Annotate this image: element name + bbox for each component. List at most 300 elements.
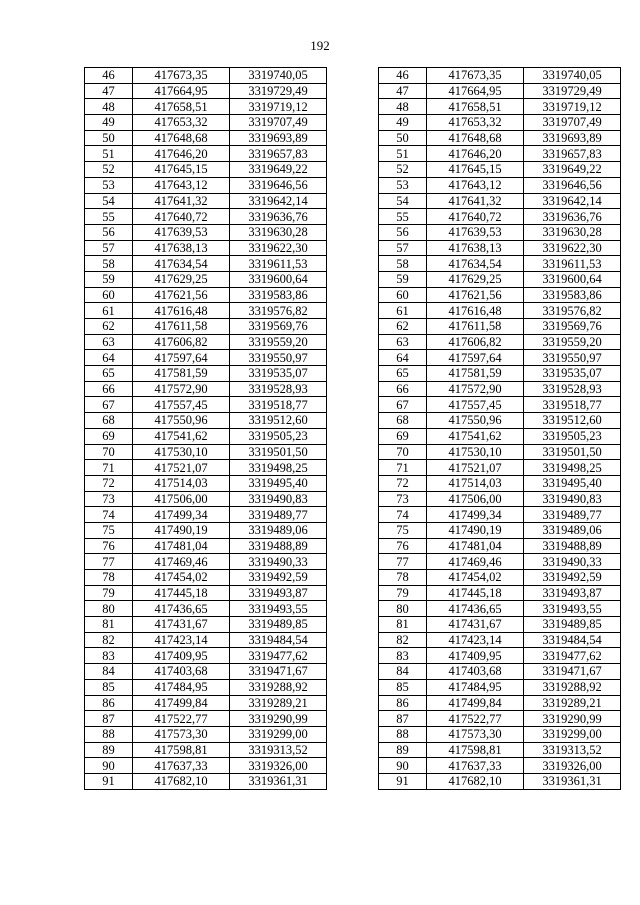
point-number-cell: 49	[85, 115, 133, 131]
x-coordinate-cell: 417598,81	[427, 742, 524, 758]
x-coordinate-cell: 417658,51	[133, 99, 230, 115]
y-coordinate-cell: 3319600,64	[230, 271, 327, 287]
point-number-cell: 83	[379, 648, 427, 664]
y-coordinate-cell: 3319600,64	[524, 271, 621, 287]
point-number-cell: 82	[379, 632, 427, 648]
table-row	[85, 334, 327, 350]
point-number-cell: 82	[85, 632, 133, 648]
x-coordinate-cell: 417611,58	[133, 319, 230, 335]
point-number-cell: 84	[379, 664, 427, 680]
table-row	[85, 146, 327, 162]
point-number-cell: 48	[85, 99, 133, 115]
table-row	[85, 522, 327, 538]
table-row	[85, 475, 327, 491]
y-coordinate-cell: 3319528,93	[524, 381, 621, 397]
point-number-cell: 88	[85, 726, 133, 742]
point-number-cell: 74	[379, 507, 427, 523]
table-row	[379, 256, 621, 272]
x-coordinate-cell: 417484,95	[133, 679, 230, 695]
coordinates-table-left-body	[85, 68, 327, 790]
point-number-cell: 59	[85, 271, 133, 287]
table-row	[379, 475, 621, 491]
x-coordinate-cell: 417521,07	[133, 460, 230, 476]
table-row	[379, 287, 621, 303]
table-row	[379, 648, 621, 664]
x-coordinate-cell: 417638,13	[133, 240, 230, 256]
x-coordinate-cell: 417506,00	[427, 491, 524, 507]
point-number-cell: 79	[85, 585, 133, 601]
x-coordinate-cell: 417641,32	[427, 193, 524, 209]
x-coordinate-cell: 417436,65	[133, 601, 230, 617]
x-coordinate-cell: 417616,48	[427, 303, 524, 319]
y-coordinate-cell: 3319313,52	[230, 742, 327, 758]
point-number-cell: 61	[379, 303, 427, 319]
x-coordinate-cell: 417445,18	[427, 585, 524, 601]
y-coordinate-cell: 3319495,40	[524, 475, 621, 491]
table-row	[85, 491, 327, 507]
y-coordinate-cell: 3319299,00	[230, 726, 327, 742]
point-number-cell: 79	[379, 585, 427, 601]
y-coordinate-cell: 3319290,99	[230, 711, 327, 727]
x-coordinate-cell: 417653,32	[427, 115, 524, 131]
point-number-cell: 87	[85, 711, 133, 727]
table-row	[379, 538, 621, 554]
table-row	[85, 758, 327, 774]
point-number-cell: 54	[379, 193, 427, 209]
x-coordinate-cell: 417643,12	[133, 177, 230, 193]
y-coordinate-cell: 3319512,60	[230, 413, 327, 429]
table-row	[85, 507, 327, 523]
y-coordinate-cell: 3319477,62	[524, 648, 621, 664]
table-row	[379, 193, 621, 209]
table-row	[379, 773, 621, 789]
table-row	[379, 83, 621, 99]
table-row	[85, 648, 327, 664]
point-number-cell: 86	[379, 695, 427, 711]
y-coordinate-cell: 3319490,33	[230, 554, 327, 570]
x-coordinate-cell: 417454,02	[427, 570, 524, 586]
point-number-cell: 63	[85, 334, 133, 350]
x-coordinate-cell: 417522,77	[133, 711, 230, 727]
x-coordinate-cell: 417481,04	[427, 538, 524, 554]
y-coordinate-cell: 3319611,53	[230, 256, 327, 272]
table-row	[85, 83, 327, 99]
y-coordinate-cell: 3319489,77	[524, 507, 621, 523]
point-number-cell: 73	[379, 491, 427, 507]
table-row	[379, 130, 621, 146]
x-coordinate-cell: 417490,19	[133, 522, 230, 538]
y-coordinate-cell: 3319528,93	[230, 381, 327, 397]
table-row	[379, 68, 621, 84]
y-coordinate-cell: 3319622,30	[524, 240, 621, 256]
y-coordinate-cell: 3319505,23	[524, 428, 621, 444]
y-coordinate-cell: 3319646,56	[230, 177, 327, 193]
x-coordinate-cell: 417409,95	[133, 648, 230, 664]
y-coordinate-cell: 3319289,21	[230, 695, 327, 711]
table-row	[379, 146, 621, 162]
point-number-cell: 61	[85, 303, 133, 319]
table-row	[85, 773, 327, 789]
x-coordinate-cell: 417506,00	[133, 491, 230, 507]
point-number-cell: 55	[379, 209, 427, 225]
x-coordinate-cell: 417646,20	[427, 146, 524, 162]
table-row	[379, 711, 621, 727]
point-number-cell: 57	[85, 240, 133, 256]
point-number-cell: 70	[85, 444, 133, 460]
x-coordinate-cell: 417431,67	[427, 617, 524, 633]
point-number-cell: 46	[85, 68, 133, 84]
point-number-cell: 85	[85, 679, 133, 695]
table-row	[85, 570, 327, 586]
y-coordinate-cell: 3319488,89	[230, 538, 327, 554]
x-coordinate-cell: 417403,68	[133, 664, 230, 680]
table-row	[85, 632, 327, 648]
point-number-cell: 90	[379, 758, 427, 774]
point-number-cell: 80	[85, 601, 133, 617]
point-number-cell: 62	[85, 319, 133, 335]
x-coordinate-cell: 417557,45	[133, 397, 230, 413]
point-number-cell: 57	[379, 240, 427, 256]
table-row	[85, 287, 327, 303]
table-row	[379, 554, 621, 570]
y-coordinate-cell: 3319611,53	[524, 256, 621, 272]
point-number-cell: 85	[379, 679, 427, 695]
x-coordinate-cell: 417550,96	[427, 413, 524, 429]
x-coordinate-cell: 417640,72	[427, 209, 524, 225]
x-coordinate-cell: 417634,54	[427, 256, 524, 272]
y-coordinate-cell: 3319657,83	[230, 146, 327, 162]
coordinates-table-right-body	[379, 68, 621, 790]
point-number-cell: 72	[379, 475, 427, 491]
x-coordinate-cell: 417499,34	[133, 507, 230, 523]
x-coordinate-cell: 417629,25	[427, 271, 524, 287]
x-coordinate-cell: 417499,84	[427, 695, 524, 711]
x-coordinate-cell: 417637,33	[427, 758, 524, 774]
y-coordinate-cell: 3319559,20	[524, 334, 621, 350]
x-coordinate-cell: 417616,48	[133, 303, 230, 319]
x-coordinate-cell: 417541,62	[133, 428, 230, 444]
y-coordinate-cell: 3319518,77	[524, 397, 621, 413]
x-coordinate-cell: 417541,62	[427, 428, 524, 444]
point-number-cell: 59	[379, 271, 427, 287]
y-coordinate-cell: 3319550,97	[524, 350, 621, 366]
y-coordinate-cell: 3319471,67	[524, 664, 621, 680]
y-coordinate-cell: 3319489,85	[230, 617, 327, 633]
table-row	[379, 664, 621, 680]
point-number-cell: 46	[379, 68, 427, 84]
point-number-cell: 68	[379, 413, 427, 429]
x-coordinate-cell: 417611,58	[427, 319, 524, 335]
page-number: 192	[310, 38, 330, 53]
table-row	[85, 99, 327, 115]
x-coordinate-cell: 417514,03	[427, 475, 524, 491]
table-row	[85, 240, 327, 256]
point-number-cell: 91	[85, 773, 133, 789]
y-coordinate-cell: 3319693,89	[524, 130, 621, 146]
point-number-cell: 65	[379, 366, 427, 382]
y-coordinate-cell: 3319512,60	[524, 413, 621, 429]
y-coordinate-cell: 3319493,55	[230, 601, 327, 617]
point-number-cell: 56	[379, 224, 427, 240]
table-row	[85, 679, 327, 695]
x-coordinate-cell: 417469,46	[133, 554, 230, 570]
point-number-cell: 69	[85, 428, 133, 444]
table-row	[85, 413, 327, 429]
x-coordinate-cell: 417643,12	[427, 177, 524, 193]
y-coordinate-cell: 3319740,05	[524, 68, 621, 84]
y-coordinate-cell: 3319489,06	[524, 522, 621, 538]
table-row	[379, 271, 621, 287]
y-coordinate-cell: 3319657,83	[524, 146, 621, 162]
table-row	[85, 397, 327, 413]
x-coordinate-cell: 417484,95	[427, 679, 524, 695]
y-coordinate-cell: 3319535,07	[230, 366, 327, 382]
coordinates-table-left	[84, 67, 327, 790]
point-number-cell: 91	[379, 773, 427, 789]
table-row	[85, 319, 327, 335]
point-number-cell: 77	[379, 554, 427, 570]
y-coordinate-cell: 3319289,21	[524, 695, 621, 711]
x-coordinate-cell: 417530,10	[427, 444, 524, 460]
point-number-cell: 77	[85, 554, 133, 570]
point-number-cell: 49	[379, 115, 427, 131]
x-coordinate-cell: 417648,68	[133, 130, 230, 146]
point-number-cell: 84	[85, 664, 133, 680]
x-coordinate-cell: 417581,59	[427, 366, 524, 382]
table-row	[379, 632, 621, 648]
table-row	[85, 303, 327, 319]
x-coordinate-cell: 417490,19	[427, 522, 524, 538]
point-number-cell: 47	[85, 83, 133, 99]
table-row	[85, 193, 327, 209]
x-coordinate-cell: 417431,67	[133, 617, 230, 633]
table-row	[379, 413, 621, 429]
y-coordinate-cell: 3319569,76	[524, 319, 621, 335]
table-row	[379, 319, 621, 335]
point-number-cell: 50	[379, 130, 427, 146]
x-coordinate-cell: 417664,95	[427, 83, 524, 99]
x-coordinate-cell: 417403,68	[427, 664, 524, 680]
table-row	[379, 491, 621, 507]
x-coordinate-cell: 417637,33	[133, 758, 230, 774]
table-row	[379, 397, 621, 413]
x-coordinate-cell: 417658,51	[427, 99, 524, 115]
point-number-cell: 65	[85, 366, 133, 382]
y-coordinate-cell: 3319361,31	[524, 773, 621, 789]
y-coordinate-cell: 3319488,89	[524, 538, 621, 554]
x-coordinate-cell: 417634,54	[133, 256, 230, 272]
x-coordinate-cell: 417664,95	[133, 83, 230, 99]
y-coordinate-cell: 3319498,25	[524, 460, 621, 476]
point-number-cell: 88	[379, 726, 427, 742]
y-coordinate-cell: 3319326,00	[230, 758, 327, 774]
table-row	[379, 460, 621, 476]
y-coordinate-cell: 3319493,87	[524, 585, 621, 601]
x-coordinate-cell: 417629,25	[133, 271, 230, 287]
y-coordinate-cell: 3319518,77	[230, 397, 327, 413]
y-coordinate-cell: 3319490,83	[230, 491, 327, 507]
y-coordinate-cell: 3319495,40	[230, 475, 327, 491]
point-number-cell: 47	[379, 83, 427, 99]
table-row	[379, 224, 621, 240]
table-row	[379, 507, 621, 523]
point-number-cell: 70	[379, 444, 427, 460]
y-coordinate-cell: 3319693,89	[230, 130, 327, 146]
y-coordinate-cell: 3319489,77	[230, 507, 327, 523]
x-coordinate-cell: 417638,13	[427, 240, 524, 256]
y-coordinate-cell: 3319288,92	[524, 679, 621, 695]
table-row	[85, 366, 327, 382]
x-coordinate-cell: 417639,53	[133, 224, 230, 240]
x-coordinate-cell: 417606,82	[427, 334, 524, 350]
y-coordinate-cell: 3319622,30	[230, 240, 327, 256]
table-row	[85, 209, 327, 225]
point-number-cell: 78	[379, 570, 427, 586]
table-row	[379, 617, 621, 633]
y-coordinate-cell: 3319498,25	[230, 460, 327, 476]
point-number-cell: 75	[85, 522, 133, 538]
table-row	[379, 366, 621, 382]
point-number-cell: 67	[379, 397, 427, 413]
table-row	[379, 726, 621, 742]
table-row	[379, 303, 621, 319]
table-row	[379, 381, 621, 397]
table-row	[379, 99, 621, 115]
y-coordinate-cell: 3319642,14	[230, 193, 327, 209]
table-row	[379, 428, 621, 444]
table-row	[85, 695, 327, 711]
point-number-cell: 51	[379, 146, 427, 162]
table-row	[379, 601, 621, 617]
table-row	[379, 679, 621, 695]
point-number-cell: 81	[379, 617, 427, 633]
y-coordinate-cell: 3319501,50	[524, 444, 621, 460]
x-coordinate-cell: 417682,10	[427, 773, 524, 789]
y-coordinate-cell: 3319729,49	[524, 83, 621, 99]
table-row	[379, 570, 621, 586]
y-coordinate-cell: 3319559,20	[230, 334, 327, 350]
table-row	[85, 444, 327, 460]
table-row	[85, 617, 327, 633]
y-coordinate-cell: 3319492,59	[524, 570, 621, 586]
table-row	[85, 585, 327, 601]
point-number-cell: 90	[85, 758, 133, 774]
point-number-cell: 80	[379, 601, 427, 617]
table-row	[379, 240, 621, 256]
y-coordinate-cell: 3319707,49	[524, 115, 621, 131]
table-row	[379, 115, 621, 131]
x-coordinate-cell: 417423,14	[427, 632, 524, 648]
point-number-cell: 72	[85, 475, 133, 491]
x-coordinate-cell: 417499,34	[427, 507, 524, 523]
y-coordinate-cell: 3319576,82	[230, 303, 327, 319]
point-number-cell: 62	[379, 319, 427, 335]
x-coordinate-cell: 417646,20	[133, 146, 230, 162]
x-coordinate-cell: 417423,14	[133, 632, 230, 648]
y-coordinate-cell: 3319489,06	[230, 522, 327, 538]
table-row	[85, 68, 327, 84]
table-row	[379, 522, 621, 538]
point-number-cell: 60	[85, 287, 133, 303]
y-coordinate-cell: 3319642,14	[524, 193, 621, 209]
point-number-cell: 74	[85, 507, 133, 523]
table-row	[379, 209, 621, 225]
point-number-cell: 86	[85, 695, 133, 711]
point-number-cell: 87	[379, 711, 427, 727]
x-coordinate-cell: 417436,65	[427, 601, 524, 617]
point-number-cell: 60	[379, 287, 427, 303]
point-number-cell: 83	[85, 648, 133, 664]
y-coordinate-cell: 3319569,76	[230, 319, 327, 335]
point-number-cell: 71	[379, 460, 427, 476]
y-coordinate-cell: 3319740,05	[230, 68, 327, 84]
y-coordinate-cell: 3319484,54	[230, 632, 327, 648]
table-row	[379, 742, 621, 758]
table-row	[85, 224, 327, 240]
y-coordinate-cell: 3319501,50	[230, 444, 327, 460]
y-coordinate-cell: 3319490,33	[524, 554, 621, 570]
x-coordinate-cell: 417673,35	[427, 68, 524, 84]
point-number-cell: 51	[85, 146, 133, 162]
y-coordinate-cell: 3319576,82	[524, 303, 621, 319]
point-number-cell: 89	[379, 742, 427, 758]
point-number-cell: 63	[379, 334, 427, 350]
table-row	[379, 758, 621, 774]
y-coordinate-cell: 3319493,55	[524, 601, 621, 617]
y-coordinate-cell: 3319477,62	[230, 648, 327, 664]
table-row	[85, 130, 327, 146]
x-coordinate-cell: 417606,82	[133, 334, 230, 350]
point-number-cell: 66	[85, 381, 133, 397]
y-coordinate-cell: 3319646,56	[524, 177, 621, 193]
point-number-cell: 71	[85, 460, 133, 476]
table-row	[85, 271, 327, 287]
y-coordinate-cell: 3319636,76	[524, 209, 621, 225]
point-number-cell: 78	[85, 570, 133, 586]
x-coordinate-cell: 417640,72	[133, 209, 230, 225]
y-coordinate-cell: 3319361,31	[230, 773, 327, 789]
x-coordinate-cell: 417639,53	[427, 224, 524, 240]
point-number-cell: 52	[379, 162, 427, 178]
table-row	[85, 162, 327, 178]
y-coordinate-cell: 3319649,22	[230, 162, 327, 178]
x-coordinate-cell: 417572,90	[133, 381, 230, 397]
point-number-cell: 69	[379, 428, 427, 444]
y-coordinate-cell: 3319649,22	[524, 162, 621, 178]
y-coordinate-cell: 3319719,12	[524, 99, 621, 115]
x-coordinate-cell: 417521,07	[427, 460, 524, 476]
point-number-cell: 73	[85, 491, 133, 507]
y-coordinate-cell: 3319489,85	[524, 617, 621, 633]
table-row	[85, 256, 327, 272]
y-coordinate-cell: 3319630,28	[524, 224, 621, 240]
point-number-cell: 55	[85, 209, 133, 225]
table-row	[85, 711, 327, 727]
point-number-cell: 89	[85, 742, 133, 758]
x-coordinate-cell: 417454,02	[133, 570, 230, 586]
y-coordinate-cell: 3319505,23	[230, 428, 327, 444]
y-coordinate-cell: 3319550,97	[230, 350, 327, 366]
y-coordinate-cell: 3319535,07	[524, 366, 621, 382]
y-coordinate-cell: 3319719,12	[230, 99, 327, 115]
point-number-cell: 75	[379, 522, 427, 538]
y-coordinate-cell: 3319636,76	[230, 209, 327, 225]
table-row	[85, 115, 327, 131]
x-coordinate-cell: 417641,32	[133, 193, 230, 209]
x-coordinate-cell: 417522,77	[427, 711, 524, 727]
table-row	[379, 444, 621, 460]
point-number-cell: 76	[379, 538, 427, 554]
